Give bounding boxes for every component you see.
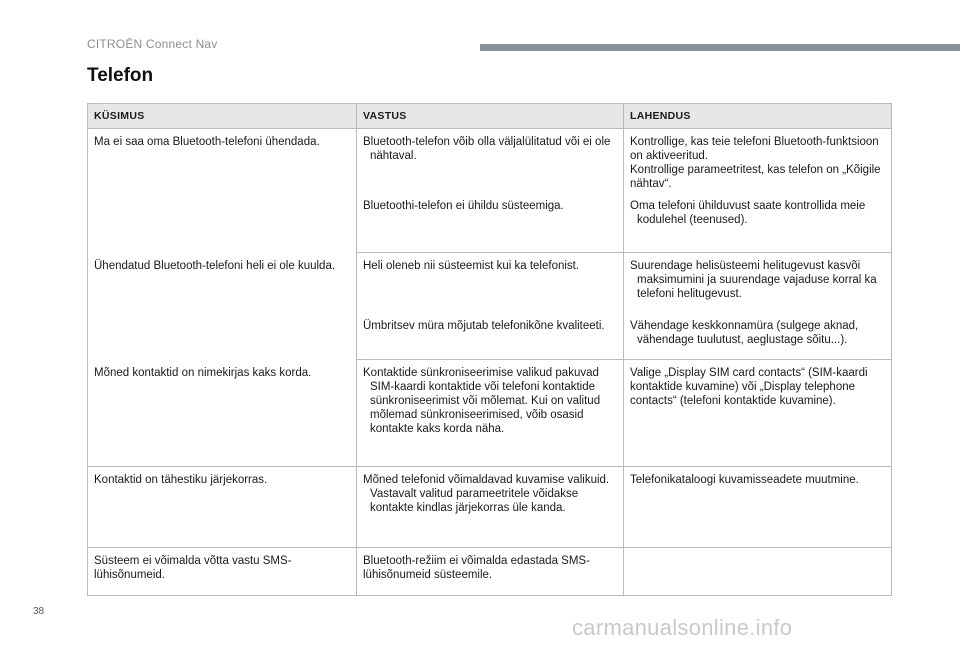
question-cell: Ma ei saa oma Bluetooth-telefoni ühendada.: [88, 129, 357, 253]
solution-cell: Vähendage keskkonnamüra (sulgege aknad, vähendage tuulutust, aeglustage sõitu...).: [624, 313, 892, 360]
answer-cell: Bluetooth-režiim ei võimalda edastada SMS-lühisõnumeid süsteemile.: [357, 548, 624, 596]
answer-cell: Heli oleneb nii süsteemist kui ka telefonist.: [357, 253, 624, 313]
question-cell: Süsteem ei võimalda võtta vastu SMS-lühisõnumeid.: [88, 548, 357, 596]
solution-cell: Kontrollige, kas teie telefoni Bluetooth-funktsioon on aktiveeritud. Kontrollige parameetritest, kas telefon on „Kõigile nähtav“.: [624, 129, 892, 193]
table-row: [88, 467, 892, 548]
page-title: Telefon: [87, 65, 154, 86]
table-row: [88, 360, 892, 467]
solution-cell: Suurendage helisüsteemi helitugevust kasvõi maksimumini ja suurendage vajaduse korral ka telefoni helitugevust.: [624, 253, 892, 313]
watermark: carmanualsonline.info: [572, 615, 793, 640]
header-brand: CITROËN Connect Nav: [87, 37, 218, 51]
header-bar: [480, 44, 960, 51]
table-row: [88, 548, 892, 596]
column-header-question: KÜSIMUS: [88, 104, 357, 129]
question-cell: Ühendatud Bluetooth-telefoni heli ei ole kuulda.: [88, 253, 357, 360]
question-cell: Kontaktid on tähestiku järjekorras.: [88, 467, 357, 548]
faq-table: [87, 103, 892, 596]
solution-cell: Telefonikataloogi kuvamisseadete muutmine.: [624, 467, 892, 548]
column-header-answer: VASTUS: [357, 104, 624, 129]
answer-cell: Mõned telefonid võimaldavad kuvamise valikuid. Vastavalt valitud parameetritele võidakse kontakte kindlas järjekorras üle kanda.: [357, 467, 624, 548]
table-row: [88, 253, 892, 313]
page-number: 38: [33, 606, 45, 617]
question-cell: Mõned kontaktid on nimekirjas kaks korda.: [88, 360, 357, 467]
answer-cell: Bluetoothi-telefon ei ühildu süsteemiga.: [357, 193, 624, 253]
answer-cell: Kontaktide sünkroniseerimise valikud pakuvad SIM-kaardi kontaktide või telefoni kontaktide sünkroniseerimist või mõlemat. Kui on valitud mõlemad sünkroniseerimised, võib osasid kontakte kaks korda näha.: [357, 360, 624, 467]
solution-cell: Oma telefoni ühilduvust saate kontrollida meie kodulehel (teenused).: [624, 193, 892, 253]
table-row: [88, 129, 892, 193]
solution-cell: [624, 548, 892, 596]
answer-cell: Ümbritsev müra mõjutab telefonikõne kvaliteeti.: [357, 313, 624, 360]
solution-cell: Valige „Display SIM card contacts“ (SIM-kaardi kontaktide kuvamine) või „Display telephone contacts“ (telefoni kontaktide kuvamine).: [624, 360, 892, 467]
column-header-solution: LAHENDUS: [624, 104, 892, 129]
answer-cell: Bluetooth-telefon võib olla väljalülitatud või ei ole nähtaval.: [357, 129, 624, 193]
table-header-row: [88, 104, 892, 129]
